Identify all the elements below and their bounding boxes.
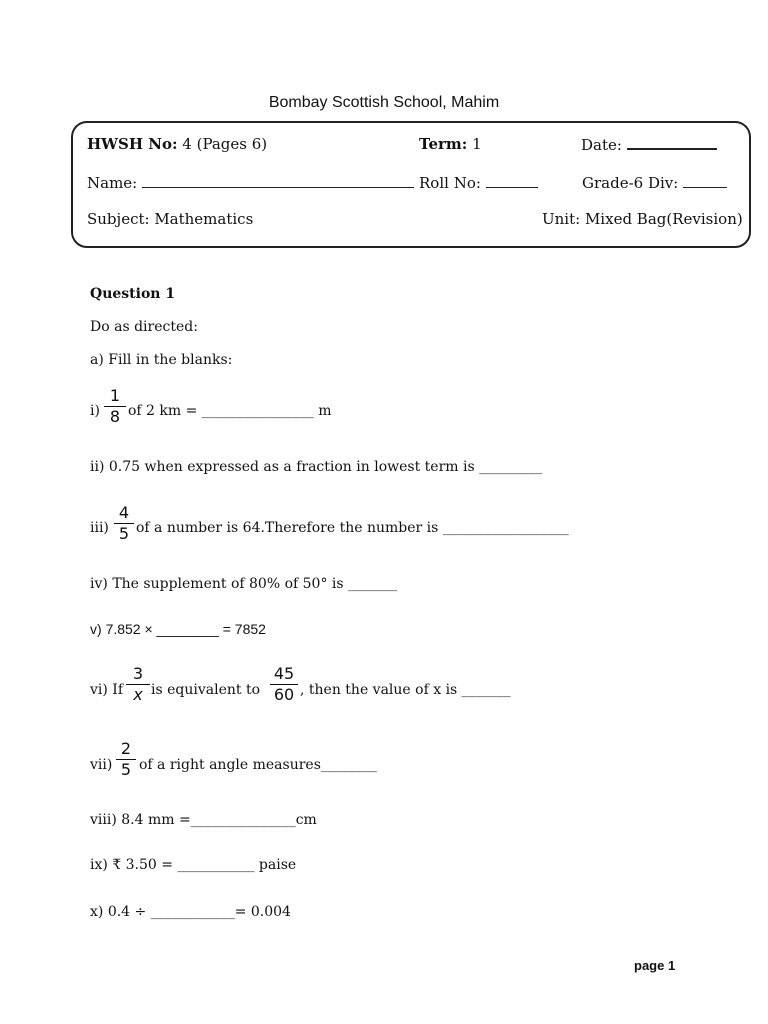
item-iii-fraction (114, 503, 134, 544)
item-vi-numerator-2: 45 (273, 664, 295, 683)
item-ii-text: 0.75 when expressed as a fraction in lowest term is _________ (108, 459, 543, 475)
item-iii-numerator: 4 (118, 503, 130, 522)
item-vi-denominator-2: 60 (273, 685, 295, 704)
div-blank[interactable] (683, 174, 727, 188)
unit-label: Unit: Mixed Bag(Revision) (542, 210, 743, 228)
item-ix-text: ₹ 3.50 = ___________ paise (112, 857, 297, 873)
page-number: page 1 (634, 958, 676, 973)
item-ii-label: ii) (90, 459, 105, 475)
item-vi-denominator: x (133, 685, 143, 704)
date-field (581, 135, 717, 154)
item-x (90, 904, 291, 920)
item-iv-text: The supplement of 80% of 50° is _______ (112, 576, 398, 592)
item-vi-fraction-2 (270, 664, 298, 705)
hwsh-value: 4 (Pages 6) (182, 135, 268, 153)
item-iii-label: iii) (90, 520, 109, 536)
question-title: Question 1 (90, 286, 176, 302)
item-v (90, 621, 266, 637)
date-label: Date: (581, 136, 622, 154)
term-field (419, 135, 482, 153)
part-a-heading: a) Fill in the blanks: (90, 352, 233, 368)
item-iii-text: of a number is 64.Therefore the number is __________________ (136, 520, 569, 536)
item-viii (90, 812, 317, 828)
item-vi-numerator: 3 (132, 664, 144, 683)
item-x-label: x) (90, 904, 104, 920)
item-vi-fraction-1 (126, 664, 150, 705)
instruction: Do as directed: (90, 319, 198, 335)
item-i-numerator: 1 (109, 386, 121, 405)
item-vii-numerator: 2 (120, 739, 132, 758)
item-vii-fraction (116, 739, 136, 780)
item-viii-text: 8.4 mm =_______________cm (121, 812, 317, 828)
item-iv (90, 576, 397, 592)
item-i-denominator: 8 (109, 407, 121, 426)
subject-label: Subject: Mathematics (87, 210, 254, 228)
header-box (71, 121, 751, 248)
hwsh-label: HWSH No: (87, 135, 178, 153)
school-name: Bombay Scottish School, Mahim (268, 94, 500, 111)
term-label: Term: (419, 135, 468, 153)
term-value: 1 (472, 135, 482, 153)
item-vii-text: of a right angle measures________ (139, 757, 377, 773)
roll-blank[interactable] (486, 174, 538, 188)
grade-field (582, 174, 727, 192)
item-vii-label: vii) (90, 757, 113, 773)
date-blank[interactable] (627, 135, 717, 150)
item-i-text: of 2 km = ________________ m (128, 403, 332, 419)
roll-label: Roll No: (419, 174, 481, 192)
item-iii-denominator: 5 (118, 524, 130, 543)
item-iv-label: iv) (90, 576, 108, 592)
item-i-label: i) (90, 403, 100, 419)
roll-field (419, 174, 538, 192)
item-vi-label: vi) If (90, 682, 124, 698)
item-vii-denominator: 5 (120, 760, 132, 779)
item-v-text: 7.852 × ________ = 7852 (105, 621, 266, 637)
item-ii (90, 459, 542, 475)
name-label: Name: (87, 174, 138, 192)
item-x-text: 0.4 ÷ ____________= 0.004 (107, 904, 291, 920)
item-v-label: v) (90, 621, 102, 637)
item-vi-mid-text: is equivalent to (151, 682, 261, 698)
item-ix (90, 857, 296, 873)
grade-label: Grade-6 Div: (582, 174, 679, 192)
item-i-fraction (104, 386, 126, 427)
name-field (87, 174, 414, 192)
item-viii-label: viii) (90, 812, 117, 828)
hwsh-field (87, 135, 267, 153)
name-blank[interactable] (142, 174, 414, 188)
item-ix-label: ix) (90, 857, 108, 873)
item-vi-text: , then the value of x is _______ (300, 682, 511, 698)
